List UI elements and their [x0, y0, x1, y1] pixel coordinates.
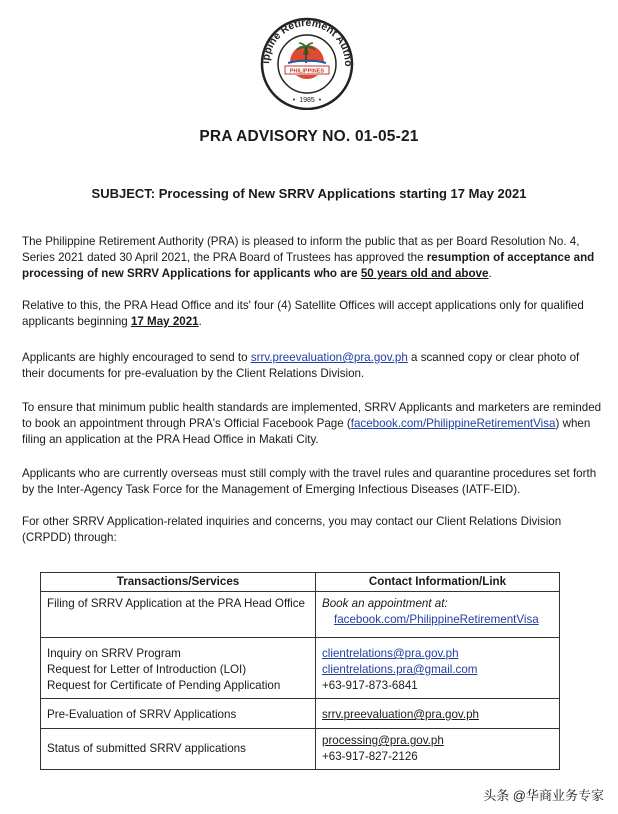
service-inquiry: Inquiry on SRRV Program [47, 647, 181, 660]
preevaluation-email-link[interactable]: srrv.preevaluation@pra.gov.ph [250, 351, 408, 364]
table-header-row [41, 573, 560, 592]
service-certificate: Request for Certificate of Pending Application [47, 679, 281, 692]
paragraph-preevaluation: Applicants are highly encouraged to send to srrv.preevaluation@pra.gov.ph a scanned copy or clear photo of their documents for pre-evaluation by the Client Relations Division. [22, 351, 580, 380]
logo-year: 1985 [299, 97, 315, 104]
advisory-subject: SUBJECT: Processing of New SRRV Applications starting 17 May 2021 [91, 186, 527, 201]
service-loi: Request for Letter of Introduction (LOI) [47, 663, 247, 676]
table-row [41, 729, 560, 770]
paragraph-overseas: Applicants who are currently overseas must still comply with the travel rules and quarantine procedures set forth by the Inter-Agency Task Force for the Management of Emerging Infectious Diseases (IATF-EID). [22, 467, 597, 496]
table-row [41, 592, 560, 638]
service-cell: Pre-Evaluation of SRRV Applications [41, 699, 316, 729]
service-cell: Filing of SRRV Application at the PRA Head Office [41, 592, 316, 638]
advisory-title: PRA ADVISORY NO. 01-05-21 [199, 128, 419, 145]
appointment-note: Book an appointment at: [322, 597, 448, 610]
processing-phone: +63-917-827-2126 [322, 750, 418, 763]
pra-logo [248, 14, 366, 110]
paragraph-offices: Relative to this, the PRA Head Office and its' four (4) Satellite Offices will accept applications only for qualified applicants beginning 17 May 2021. [22, 299, 584, 328]
logo-banner-text: PHILIPPINES [289, 68, 325, 75]
svg-text:•: • [292, 97, 296, 104]
contact-table [40, 572, 560, 770]
header-transactions: Transactions/Services [41, 573, 316, 592]
pra-seal-icon [248, 14, 366, 110]
processing-email-link[interactable]: processing@pra.gov.ph [322, 734, 444, 747]
contact-cell [316, 699, 560, 729]
service-cell: Status of submitted SRRV applications [41, 729, 316, 770]
contact-cell [316, 592, 560, 638]
table-row [41, 638, 560, 699]
source-watermark: 头条 @华商业务专家 [483, 788, 604, 803]
paragraph-resumption: The Philippine Retirement Authority (PRA) is pleased to inform the public that as per Board Resolution No. 4, Series 2021 dated 30 April 2021, the PRA Board of Trustees has approved the resumption of acceptance and processing of new SRRV Applications for applicants who are 50 years old and above. [22, 235, 595, 280]
service-cell [41, 638, 316, 699]
header-contact: Contact Information/Link [316, 573, 560, 592]
facebook-link[interactable]: facebook.com/PhilippineRetirementVisa [334, 613, 539, 626]
logo-ring-text: ippine Retirement Autho [259, 16, 355, 67]
clientrelations-email-link[interactable]: clientrelations@pra.gov.ph [322, 647, 459, 660]
table-row [41, 699, 560, 729]
contact-cell [316, 729, 560, 770]
paragraph-contact: For other SRRV Application-related inquiries and concerns, you may contact our Client Relations Division (CRPDD) through: [22, 515, 562, 544]
svg-text:•: • [318, 97, 322, 104]
clientrelations-gmail-link[interactable]: clientrelations.pra@gmail.com [322, 663, 478, 676]
paragraph-health-standards: To ensure that minimum public health standards are implemented, SRRV Applicants and marketers are reminded to book an appointment through PRA's Official Facebook Page (facebook.com/PhilippineRetirementVisa) when filing an application at the PRA Head Office in Makati City. [22, 401, 602, 446]
facebook-page-link[interactable]: facebook.com/PhilippineRetirementVisa [350, 417, 556, 430]
clientrelations-phone: +63-917-873-6841 [322, 679, 418, 692]
contact-cell [316, 638, 560, 699]
preevaluation-email-link[interactable]: srrv.preevaluation@pra.gov.ph [322, 708, 479, 721]
